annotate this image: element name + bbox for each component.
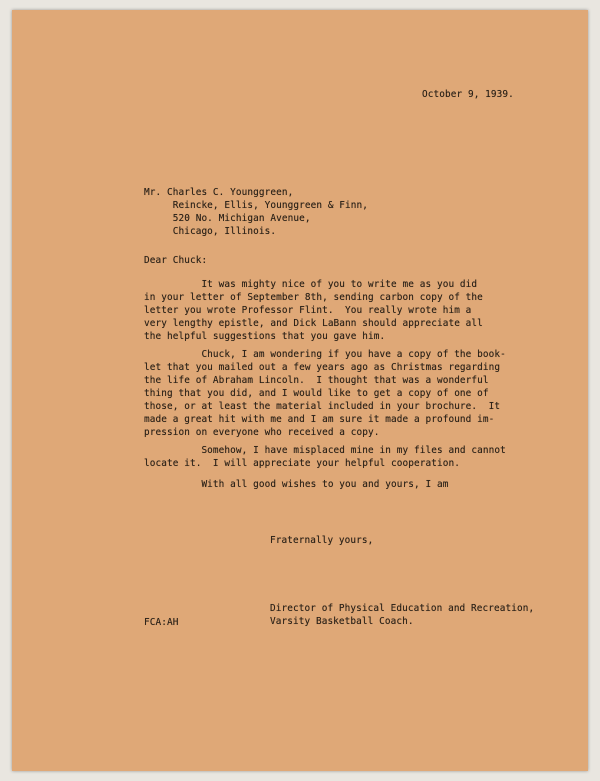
- body-line: With all good wishes to you and yours, I am: [144, 479, 449, 490]
- body-line: made a great hit with me and I am sure it made a profound im-: [144, 414, 495, 425]
- letter-date: October 9, 1939.: [422, 89, 514, 100]
- letter-page: [12, 10, 588, 771]
- address-line: Reincke, Ellis, Younggreen & Finn,: [144, 200, 369, 211]
- body-line: very lengthy epistle, and Dick LaBann should appreciate all: [144, 318, 483, 329]
- signature-title: [270, 602, 534, 628]
- body-line: let that you mailed out a few years ago as Christmas regarding: [144, 362, 501, 373]
- body-paragraph: [144, 478, 448, 491]
- body-line: thing that you did, and I would like to get a copy of one of: [144, 388, 489, 399]
- salutation: Dear Chuck:: [144, 255, 208, 266]
- signature-line: Varsity Basketball Coach.: [270, 616, 414, 627]
- signature-line: Director of Physical Education and Recreation,: [270, 603, 535, 614]
- body-line: in your letter of September 8th, sending carbon copy of the: [144, 292, 483, 303]
- body-paragraph: [144, 278, 483, 343]
- body-paragraph: [144, 444, 506, 470]
- body-line: the helpful suggestions that you gave him.: [144, 331, 386, 342]
- recipient-address: [144, 186, 368, 238]
- body-line: letter you wrote Professor Flint. You really wrote him a: [144, 305, 472, 316]
- address-line: Chicago, Illinois.: [144, 226, 277, 237]
- address-line: Mr. Charles C. Younggreen,: [144, 187, 294, 198]
- body-line: Chuck, I am wondering if you have a copy of the book-: [144, 349, 506, 360]
- body-line: Somehow, I have misplaced mine in my files and cannot: [144, 445, 506, 456]
- body-line: It was mighty nice of you to write me as you did: [144, 279, 478, 290]
- body-paragraph: [144, 348, 506, 439]
- body-line: those, or at least the material included in your brochure. It: [144, 401, 501, 412]
- reference-initials: FCA:AH: [144, 617, 179, 628]
- body-line: the life of Abraham Lincoln. I thought that was a wonderful: [144, 375, 489, 386]
- body-line: locate it. I will appreciate your helpful cooperation.: [144, 458, 460, 469]
- body-line: pression on everyone who received a copy.: [144, 427, 380, 438]
- address-line: 520 No. Michigan Avenue,: [144, 213, 311, 224]
- closing: Fraternally yours,: [270, 535, 374, 546]
